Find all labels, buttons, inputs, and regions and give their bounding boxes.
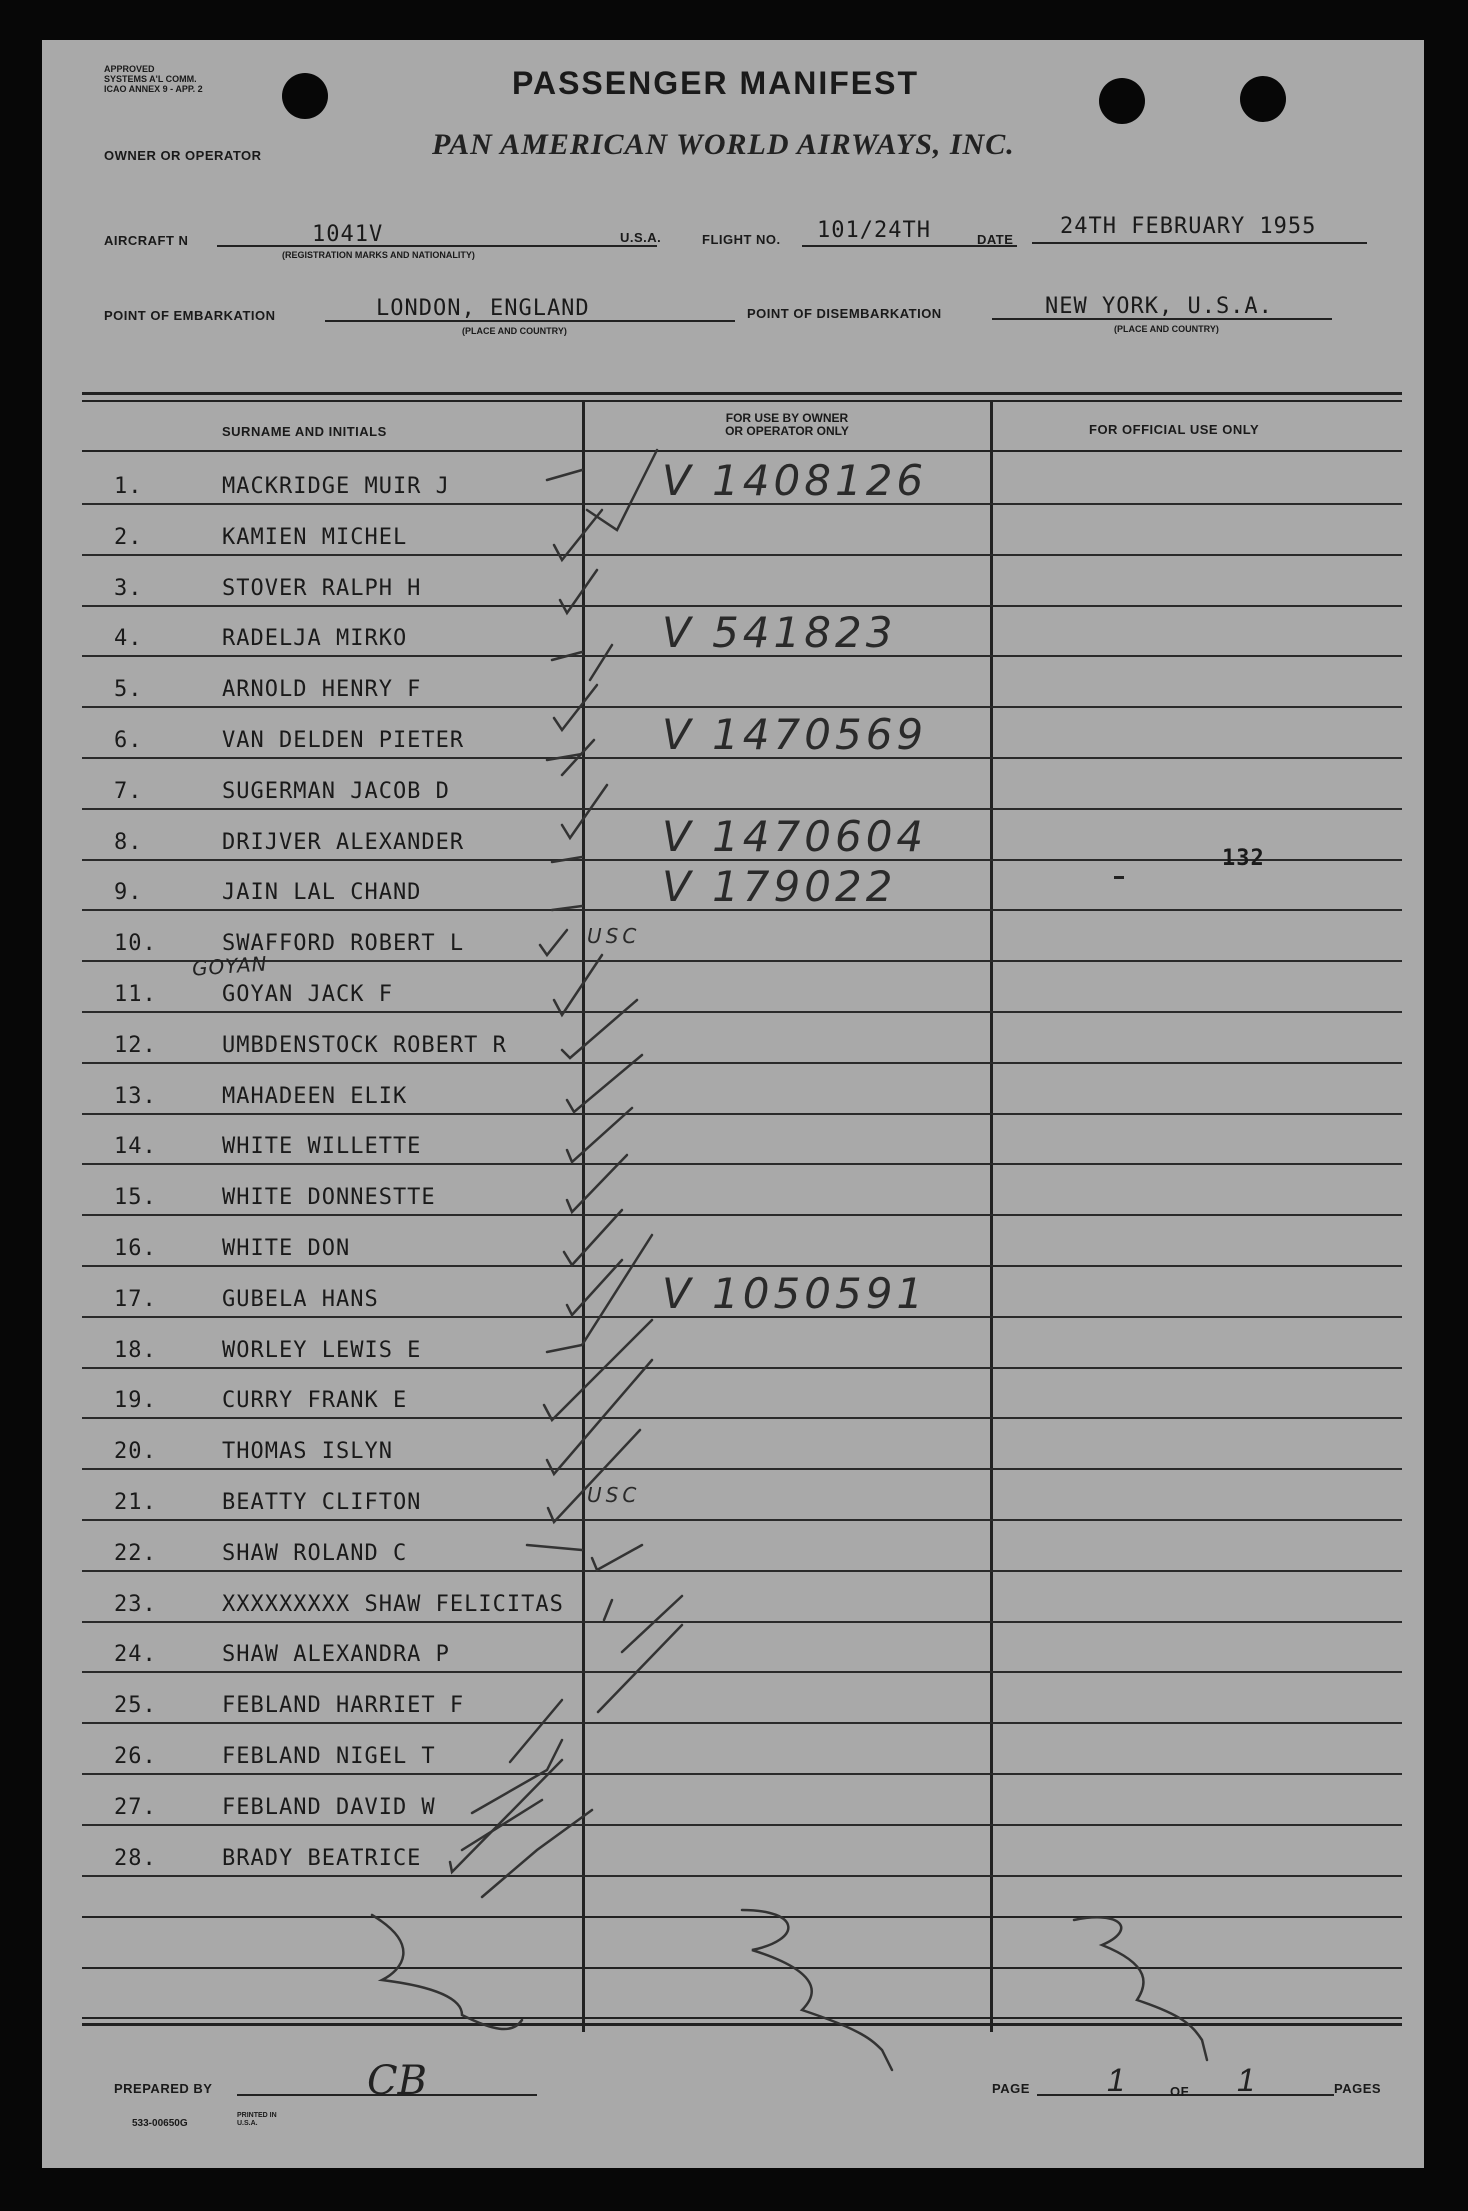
passenger-number: 24. — [114, 1642, 157, 1668]
passenger-name: WHITE WILLETTE — [222, 1134, 422, 1160]
passenger-number: 4. — [114, 626, 143, 652]
passenger-name: ARNOLD HENRY F — [222, 677, 422, 703]
printer-code: 533-00650G — [132, 2118, 188, 2129]
column-header-owner: FOR USE BY OWNER OR OPERATOR ONLY — [725, 411, 849, 438]
usa-label: U.S.A. — [620, 230, 662, 245]
passenger-number: 6. — [114, 728, 143, 753]
owner-note: USC — [587, 924, 641, 949]
passenger-number: 22. — [114, 1540, 157, 1566]
passenger-number: 5. — [114, 677, 143, 703]
passenger-name: GUBELA HANS — [222, 1286, 379, 1312]
passenger-number: 17. — [114, 1286, 157, 1312]
passenger-number: 23. — [114, 1591, 157, 1617]
passenger-number: 25. — [114, 1693, 157, 1719]
passenger-number: 12. — [114, 1032, 157, 1058]
owner-label: OWNER OR OPERATOR — [104, 148, 262, 163]
place-country-note: (PLACE AND COUNTRY) — [462, 326, 567, 336]
passenger-number: 28. — [114, 1845, 157, 1871]
manifest-sheet — [42, 40, 1424, 2168]
passenger-name: THOMAS ISLYN — [222, 1439, 393, 1465]
handwritten-checkmarks — [42, 40, 1424, 2168]
passenger-number: 19. — [114, 1388, 157, 1414]
passenger-name: SHAW ROLAND C — [222, 1540, 408, 1566]
passenger-number: 27. — [114, 1794, 157, 1820]
registration-note: (REGISTRATION MARKS AND NATIONALITY) — [282, 250, 475, 260]
passenger-name: DRIJVER ALEXANDER — [222, 829, 465, 855]
column-header-surname: SURNAME AND INITIALS — [222, 424, 387, 439]
passenger-name: SHAW ALEXANDRA P — [222, 1642, 450, 1668]
passenger-number: 20. — [114, 1439, 157, 1465]
passenger-name: RADELJA MIRKO — [222, 626, 408, 652]
column-header-official: FOR OFFICIAL USE ONLY — [1089, 422, 1260, 437]
of-label: OF — [1170, 2084, 1190, 2099]
disembarkation-value: NEW YORK, U.S.A. — [1045, 294, 1273, 319]
passenger-number: 8. — [114, 829, 143, 855]
passenger-name: XXXXXXXXX SHAW FELICITAS — [222, 1591, 564, 1617]
handwritten-goyan: GOYAN — [191, 951, 269, 981]
disembarkation-label: POINT OF DISEMBARKATION — [747, 306, 942, 321]
place-country-note-2: (PLACE AND COUNTRY) — [1114, 324, 1219, 334]
passenger-name: FEBLAND NIGEL T — [222, 1744, 436, 1769]
date-value: 24TH FEBRUARY 1955 — [1060, 214, 1317, 239]
passenger-number: 9. — [114, 880, 143, 906]
passenger-name: BEATTY CLIFTON — [222, 1490, 422, 1515]
passenger-number: 2. — [114, 524, 143, 550]
passenger-number: 21. — [114, 1490, 157, 1515]
passenger-number: 10. — [114, 931, 157, 957]
passenger-name: WORLEY LEWIS E — [222, 1337, 422, 1363]
passenger-number: 1. — [114, 474, 143, 499]
passenger-name: JAIN LAL CHAND — [222, 880, 422, 906]
owner-note: V 541823 — [662, 608, 897, 658]
page-title: PASSENGER MANIFEST — [512, 65, 919, 101]
owner-note: V 1470569 — [662, 710, 928, 759]
passenger-number: 11. — [114, 982, 157, 1007]
embarkation-value: LONDON, ENGLAND — [376, 296, 590, 321]
passenger-name: GOYAN JACK F — [222, 982, 393, 1007]
printed-note: PRINTED IN U.S.A. — [237, 2112, 277, 2127]
passenger-name: WHITE DON — [222, 1236, 351, 1261]
aircraft-label: AIRCRAFT N — [104, 233, 189, 248]
passenger-number: 13. — [114, 1083, 157, 1109]
passenger-name: FEBLAND HARRIET F — [222, 1693, 465, 1719]
passenger-number: 16. — [114, 1236, 157, 1261]
page-label: PAGE — [992, 2081, 1030, 2096]
passenger-name: BRADY BEATRICE — [222, 1845, 422, 1871]
page-value: 1 — [1107, 2062, 1125, 2098]
passenger-number: 3. — [114, 575, 143, 601]
owner-note: V 1470604 — [662, 811, 928, 861]
passenger-name: WHITE DONNESTTE — [222, 1185, 436, 1211]
date-label: DATE — [977, 232, 1014, 247]
passenger-name: MAHADEEN ELIK — [222, 1083, 408, 1109]
of-value: 1 — [1237, 2062, 1255, 2098]
pages-label: PAGES — [1334, 2081, 1382, 2096]
passenger-name: MACKRIDGE MUIR J — [222, 474, 450, 499]
passenger-number: 7. — [114, 778, 143, 804]
passenger-name: STOVER RALPH H — [222, 575, 422, 601]
embarkation-label: POINT OF EMBARKATION — [104, 308, 276, 323]
passenger-name: SUGERMAN JACOB D — [222, 778, 450, 804]
passenger-name: KAMIEN MICHEL — [222, 524, 408, 550]
passenger-number: 15. — [114, 1185, 157, 1211]
flight-label: FLIGHT NO. — [702, 232, 781, 247]
owner-note: V 179022 — [662, 862, 897, 912]
passenger-number: 26. — [114, 1744, 157, 1769]
passenger-name: CURRY FRANK E — [222, 1388, 408, 1414]
official-use-value: 132 — [1222, 846, 1265, 871]
aircraft-value: 1041V — [312, 222, 384, 247]
flight-value: 101/24TH — [817, 218, 931, 243]
passenger-number: 14. — [114, 1134, 157, 1160]
passenger-name: FEBLAND DAVID W — [222, 1794, 436, 1820]
passenger-name: UMBDENSTOCK ROBERT R — [222, 1032, 507, 1058]
passenger-name: SWAFFORD ROBERT L — [222, 931, 465, 957]
operator-name: PAN AMERICAN WORLD AIRWAYS, INC. — [432, 128, 1015, 161]
approved-stamp: APPROVED SYSTEMS A'L COMM. ICAO ANNEX 9 - APP. 2 — [104, 64, 203, 94]
preparer-signature: CB — [367, 2058, 427, 2104]
owner-note: USC — [587, 1483, 641, 1507]
owner-note: V 1050591 — [662, 1268, 928, 1318]
passenger-name: VAN DELDEN PIETER — [222, 728, 465, 753]
prepared-by-label: PREPARED BY — [114, 2081, 213, 2096]
owner-note: V 1408126 — [662, 456, 928, 505]
passenger-number: 18. — [114, 1337, 157, 1363]
